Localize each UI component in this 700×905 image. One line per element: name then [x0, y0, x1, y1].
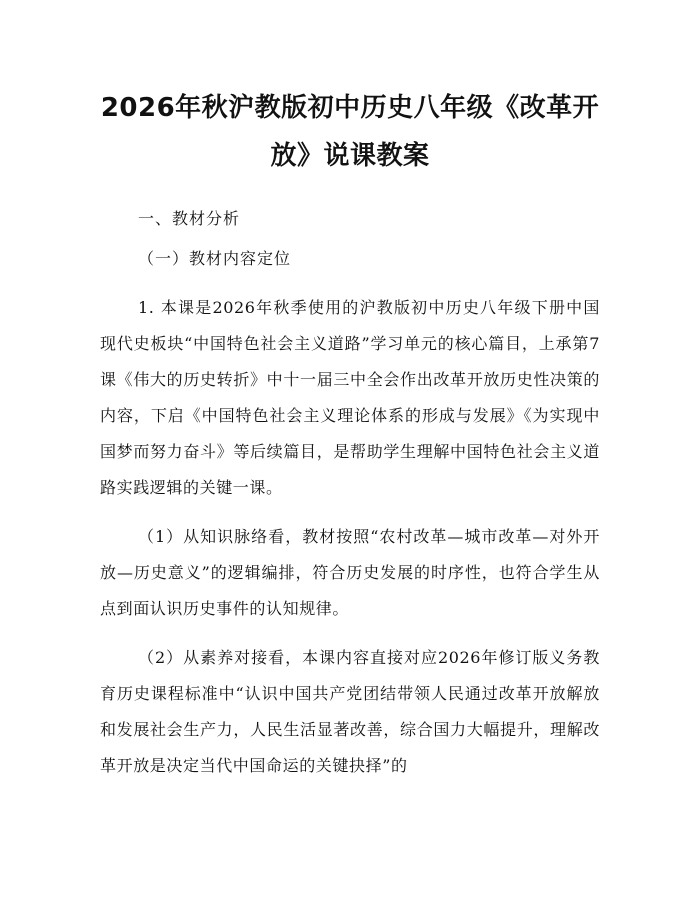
body-paragraph-2: （1）从知识脉络看，教材按照“农村改革—城市改革—对外开放—历史意义”的逻辑编排，符合历史发展的时序性，也符合学生从点到面认识历史事件的认知规律。 — [100, 527, 600, 618]
body-paragraph-1: 1. 本课是2026年秋季使用的沪教版初中历史八年级下册中国现代史板块“中国特色社会主义道路”学习单元的核心篇目，上承第7课《伟大的历史转折》中十一届三中全会作出改革开放历史性决策的内容，下启《中国特色社会主义理论体系的形成与发展》《为实现中国梦而努力奋斗》等后续篇目，是帮助学生理解中国特色社会主义道路实践逻辑的关键一课。 — [100, 298, 600, 497]
body-paragraph-3: （2）从素养对接看，本课内容直接对应2026年修订版义务教育历史课程标准中“认识中国共产党团结带领人民通过改革开放解放和发展社会生产力，人民生活显著改善，综合国力大幅提升，理解改革开放是决定当代中国命运的关键抉择”的 — [100, 648, 600, 775]
document-title: 2026年秋沪教版初中历史八年级《改革开放》说课教案 — [100, 93, 600, 171]
subsection-heading: （一）教材内容定位 — [138, 249, 292, 268]
section-heading: 一、教材分析 — [138, 209, 241, 228]
